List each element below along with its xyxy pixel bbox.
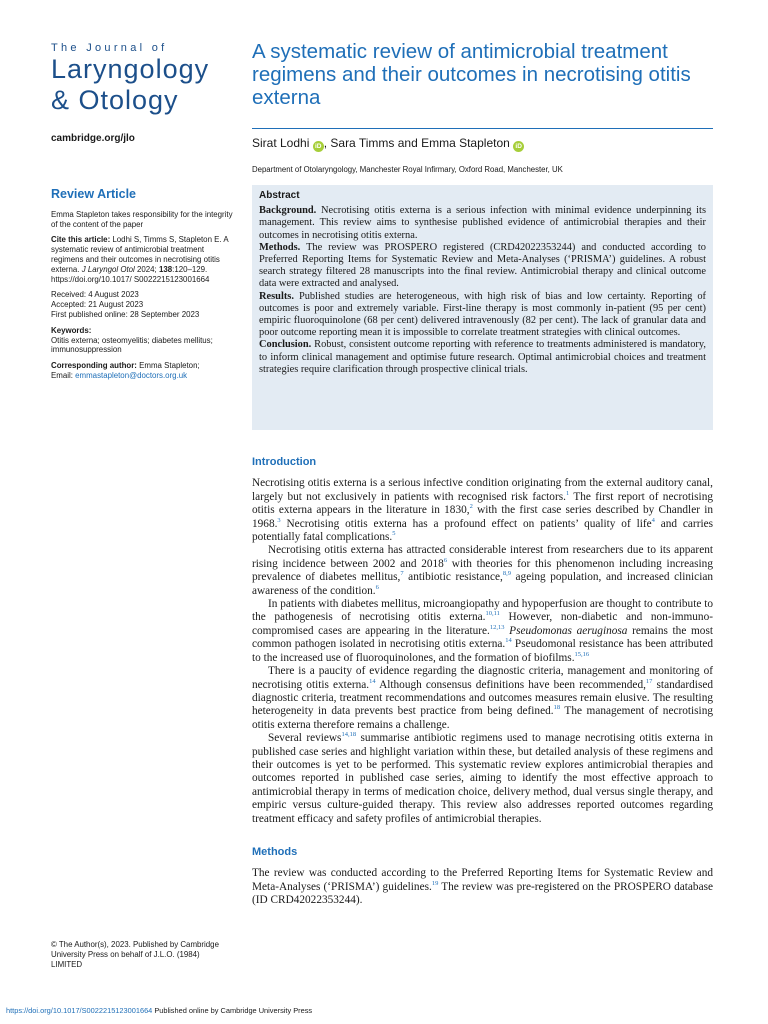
corresponding-name: Emma Stapleton; xyxy=(139,361,200,371)
journal-name-line3: & Otology xyxy=(51,85,179,115)
citation xyxy=(51,235,233,284)
citation-year: 2024; xyxy=(137,264,157,274)
responsibility-note: Emma Stapleton takes responsibility for the integrity of the content of the paper xyxy=(51,209,233,229)
abstract-text: Robust, consistent outcome reporting with reference to treatments administered is mandatory, to inform clinical management and optimise future research. Optimal antimicrobial choices and treatment strategies require clarification through prospective clinical trials. xyxy=(259,339,706,375)
paragraph xyxy=(252,732,713,826)
author-names: , Sara Timms and Emma Stapleton xyxy=(323,136,510,150)
corresponding-label: Corresponding author: xyxy=(51,361,137,371)
affiliation: Department of Otolaryngology, Manchester Royal Infirmary, Oxford Road, Manchester, UK xyxy=(252,165,563,174)
citation-ref[interactable]: 19 xyxy=(431,880,439,888)
paragraph-text: Necrotising otitis externa is a serious infective condition originating from the external auditory canal, largely but not exclusively in patients with recognised risk factors. xyxy=(252,477,713,503)
paragraph-text: summarise antibiotic regimens used to manage necrotising otitis externa in published case series and highlight variation within these, but detailed analysis of these regimens and their outcomes is yet to be performed. This systematic review explores antimicrobial therapies and outcomes reported in published case series, aiming to identify the most effective approach to antimicrobial therapy in terms of medication choice, delivery method, dual versus single therapy, and empiric versus culture-guided therapy. This review also addresses reported outcomes regarding treatment efficacy and safety profiles of antimicrobial therapies. xyxy=(252,732,713,825)
corresponding-author xyxy=(51,361,233,381)
paragraph-text: with the first case series described by Chandler in 1968. xyxy=(252,504,713,530)
paragraph-text: There is a paucity of evidence regarding the diagnostic criteria, management and monitoring of necrotising otitis externa. xyxy=(252,665,713,691)
paragraph-text: The first report of necrotising otitis externa appears in the literature in 1830, xyxy=(252,490,713,517)
paragraph xyxy=(252,665,713,732)
abstract-background xyxy=(259,205,706,242)
citation-label: Cite this article: xyxy=(51,235,111,245)
citation-ref[interactable]: 14,18 xyxy=(341,731,357,739)
paragraph-text: and carries potentially fatal complications. xyxy=(252,517,714,544)
citation-volume: 138 xyxy=(158,264,173,274)
introduction-heading: Introduction xyxy=(252,456,317,468)
dates xyxy=(51,290,233,319)
citation-ref[interactable]: 3 xyxy=(277,516,281,524)
abstract-results xyxy=(259,291,706,340)
citation-pages: :120–129. https://doi.org/10.1017/ S0022215123001664 xyxy=(51,264,210,284)
abstract-box xyxy=(252,185,713,430)
abstract-methods xyxy=(259,242,706,291)
article-body xyxy=(252,456,713,908)
paragraph-text: The review was pre-registered on the PROSPERO database (ID CRD42022353244). xyxy=(252,880,714,907)
article-type: Review Article xyxy=(51,187,136,201)
methods-heading: Methods xyxy=(252,845,298,858)
paragraph-text: However, non-diabetic and non-immuno-compromised cases are appearing in the literature. xyxy=(252,611,713,637)
keywords-label: Keywords: xyxy=(51,325,92,335)
journal-url[interactable]: cambridge.org/jlo xyxy=(51,133,135,144)
paragraph-text: Necrotising otitis externa has a profound effect on patients’ quality of life xyxy=(280,517,652,530)
citation-ref[interactable]: 12,13 xyxy=(489,624,505,632)
citation-ref[interactable]: 17 xyxy=(645,677,653,685)
paragraph-text: Although consensus definitions have been recommended, xyxy=(375,678,646,691)
citation-ref[interactable]: 6 xyxy=(443,557,448,565)
citation-ref[interactable]: 15,16 xyxy=(574,650,590,658)
citation-ref[interactable]: 18 xyxy=(553,704,561,712)
citation-ref[interactable]: 7 xyxy=(400,570,404,578)
orcid-icon[interactable]: iD xyxy=(513,141,524,152)
author-name: Sirat Lodhi xyxy=(252,136,310,150)
paragraph-text: with theories for this phenomenon including increasing prevalence of diabetes mellitus, xyxy=(252,557,713,584)
copyright-notice: © The Author(s), 2023. Published by Cambridge University Press on behalf of J.L.O. (1984) LIMITED xyxy=(51,940,219,969)
paragraph-text: Pseudomonal resistance has been attributed to the increased use of fluoroquinolones, and the formation of biofilms. xyxy=(252,638,713,664)
citation-ref[interactable]: 6 xyxy=(375,583,379,591)
species-name: Pseudomonas aeruginosa xyxy=(509,624,628,637)
orcid-icon[interactable]: iD xyxy=(313,141,324,152)
citation-ref[interactable]: 14 xyxy=(505,637,512,645)
citation-ref[interactable]: 4 xyxy=(651,516,655,524)
citation-journal: J Laryngol Otol xyxy=(81,264,135,274)
citation-ref[interactable]: 2 xyxy=(469,503,473,511)
journal-name-line2: Laryngology xyxy=(51,54,210,84)
paragraph-text: Several reviews xyxy=(268,732,342,745)
email-link[interactable]: emmastapleton@doctors.org.uk xyxy=(75,370,188,380)
keywords xyxy=(51,326,233,355)
citation-ref[interactable]: 14 xyxy=(369,677,376,685)
email-label: Email: xyxy=(51,370,73,380)
paragraph xyxy=(252,477,713,544)
citation-text: Lodhi S, Timms S, Stapleton E. A systematic review of antimicrobial treatment regimens and their outcomes in necrotising otitis externa. xyxy=(51,235,229,274)
abstract-label: Results. xyxy=(259,290,294,302)
paragraph-text: The management of necrotising otitis externa therefore remains a challenge. xyxy=(252,705,713,731)
paragraph xyxy=(252,867,713,907)
paragraph-text: standardised diagnostic criteria, treatment recommendations and outcomes measures remain elusive. The resulting heterogeneity in data prevents best practice from being defined. xyxy=(252,678,714,718)
accepted-date: Accepted: 21 August 2023 xyxy=(51,300,144,310)
paragraph-text: In patients with diabetes mellitus, microangiopathy and hypoperfusion are thought to contribute to the pathogenesis of necrotising otitis externa. xyxy=(252,598,713,624)
article-sidebar xyxy=(51,187,233,387)
citation-ref[interactable]: 5 xyxy=(392,530,396,538)
keywords-text: Otitis externa; osteomyelitis; diabetes mellitus; immunosuppression xyxy=(51,335,213,355)
published-date: First published online: 28 September 2023 xyxy=(51,309,200,319)
title-divider xyxy=(252,128,713,129)
abstract-text: Necrotising otitis externa is a serious infection with minimal evidence underpinning its management. This review aims to synthesise published evidence of antimicrobial therapies and their outcomes in necrotising otitis externa. xyxy=(259,205,706,241)
received-date: Received: 4 August 2023 xyxy=(51,290,139,300)
abstract-label: Conclusion. xyxy=(259,339,312,351)
citation-ref[interactable]: 1 xyxy=(565,490,570,498)
page-footer xyxy=(6,1006,312,1015)
journal-name-line1: The Journal of xyxy=(51,42,168,54)
abstract-label: Background. xyxy=(259,205,317,217)
author-list xyxy=(252,136,524,152)
paragraph xyxy=(252,544,713,598)
paragraph-text: remains the most common pathogen isolated in necrotising otitis externa. xyxy=(252,624,713,651)
abstract-conclusion xyxy=(259,339,706,376)
abstract-heading: Abstract xyxy=(259,190,300,201)
publisher-note: Published online by Cambridge University Press xyxy=(152,1006,313,1015)
abstract-label: Methods. xyxy=(259,241,301,253)
paragraph-text: The review was conducted according to the Preferred Reporting Items for Systematic Review and Meta-Analyses (‘PRISMA’) guidelines. xyxy=(252,867,713,893)
doi-link[interactable]: https://doi.org/10.1017/S0022215123001664 xyxy=(6,1006,153,1015)
citation-ref[interactable]: 8,9 xyxy=(502,570,511,578)
article-title: A systematic review of antimicrobial treatment regimens and their outcomes in necrotising otitis externa xyxy=(252,40,691,109)
citation-ref[interactable]: 10,11 xyxy=(485,610,500,618)
paragraph xyxy=(252,598,713,665)
paragraph-text: Necrotising otitis externa has attracted considerable interest from researchers due to its apparent rising incidence between 2002 and 2018 xyxy=(252,544,713,570)
paragraph-text: antibiotic resistance, xyxy=(403,571,503,584)
journal-logo xyxy=(51,42,209,116)
abstract-text: The review was PROSPERO registered (CRD42022353244) and conducted according to Preferred Reporting Items for Systematic Review and Meta-Analyses (‘PRISMA’) guidelines. A robust search strategy filtered 28 manuscripts into the final review. Antimicrobial therapy and clinical outcome data were extracted and analysed. xyxy=(259,241,706,290)
abstract-text: Published studies are heterogeneous, with high risk of bias and low certainty. Reporting of outcomes is poor and extremely variable. First-line therapy is most commonly in-patient (95 per cent) empiric fluoroquinolone (68 per cent) delivered intravenously (82 per cent). The lack of granular data and poor outcome reporting mean it is impossible to correlate treatment strategies with clinical outcomes. xyxy=(259,290,706,339)
paragraph-text: ageing population, and increased clinician awareness of the condition. xyxy=(252,571,713,597)
